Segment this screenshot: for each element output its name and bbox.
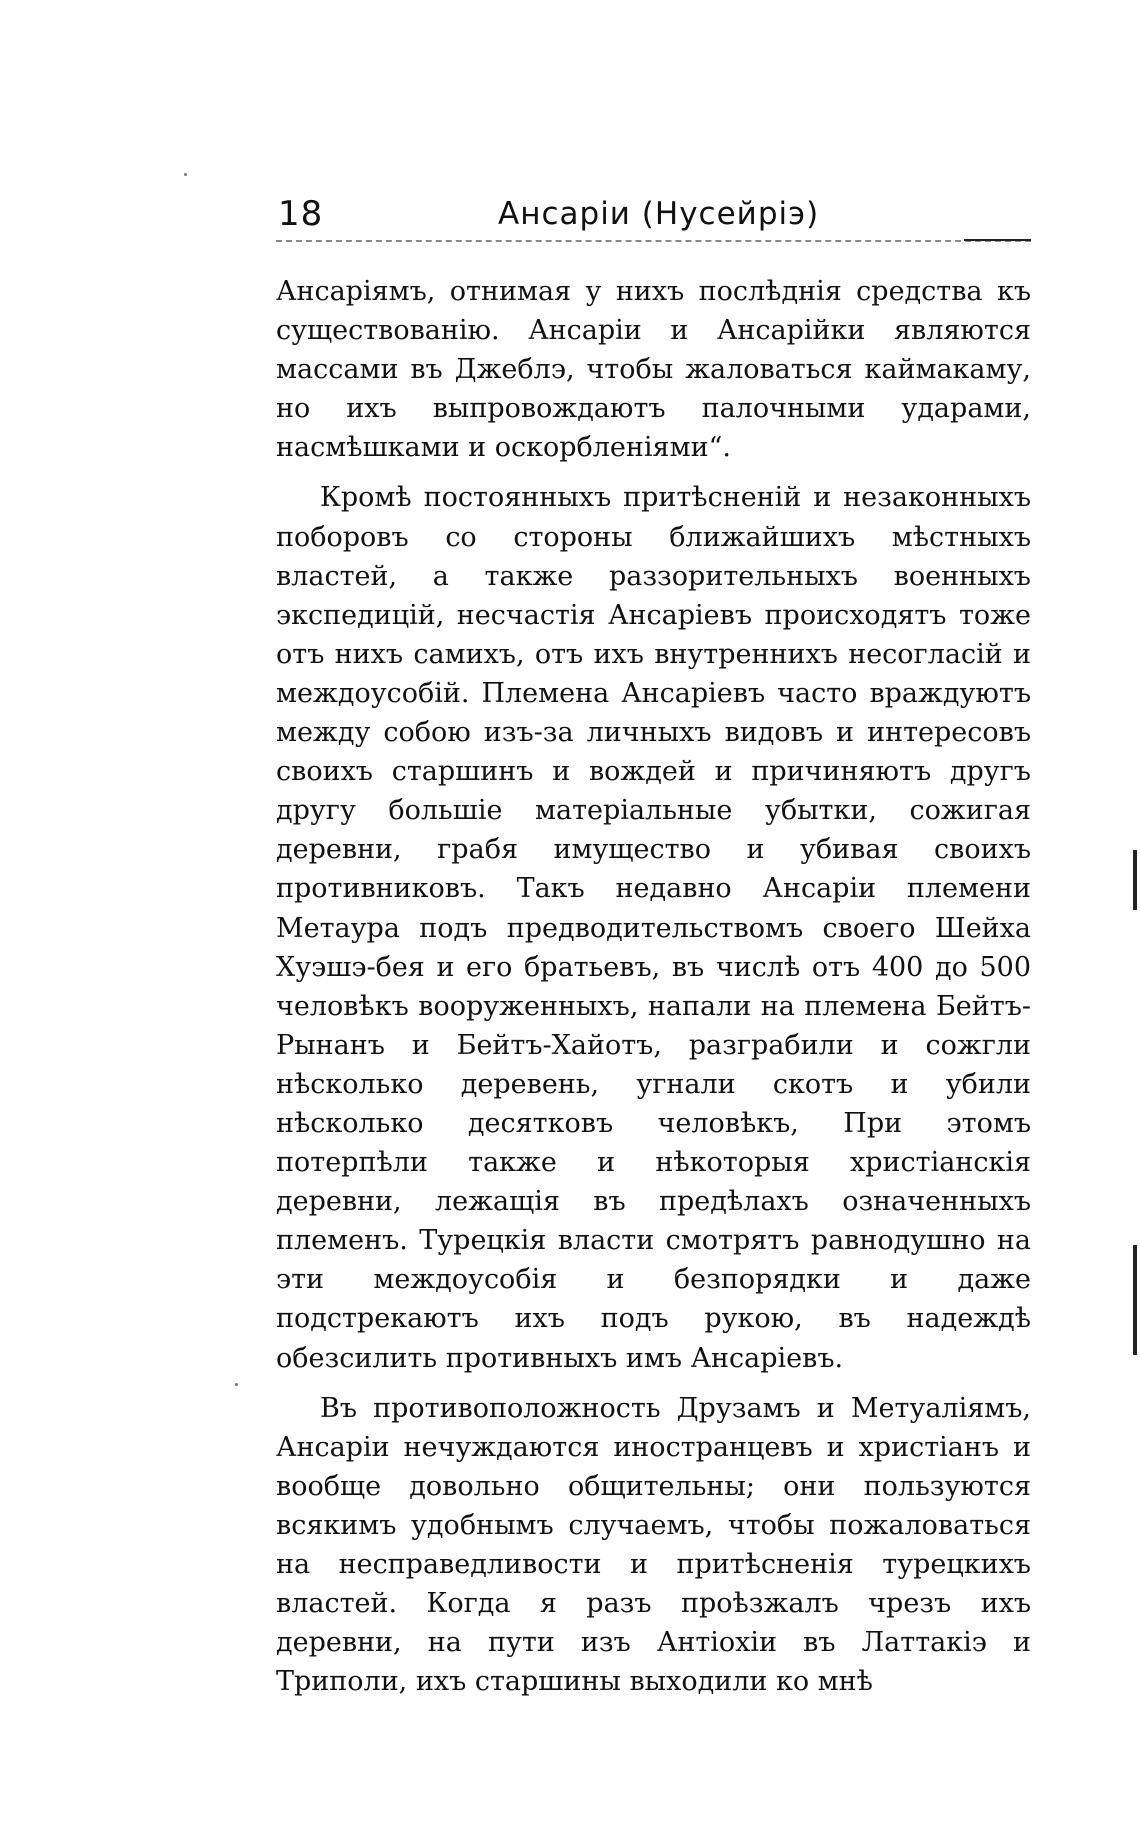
running-head (276, 192, 1031, 244)
running-title: Ансаріи (Нусейріэ) (498, 196, 820, 232)
scan-speck (184, 173, 187, 176)
scan-margin-mark (1133, 1245, 1137, 1355)
header-rule-solid (964, 239, 1031, 241)
header-rule (276, 240, 1031, 242)
page-number: 18 (278, 194, 324, 234)
scan-speck (235, 1383, 238, 1386)
paragraph: Въ противоположность Друзамъ и Метуаліямъ, Ансаріи нечуждаются иностранцевъ и христіанъ и вообще довольно общительны; они пользуются всякимъ удобнымъ случаемъ, чтобы пожаловаться на несправедливости и притѣсненія турецкихъ властей. Когда я разъ проѣзжалъ чрезъ ихъ деревни, на пути изъ Антіохіи въ Латтакіэ и Триполи, ихъ старшины выходили ко мнѣ (276, 1392, 1031, 1698)
body-text (276, 272, 1031, 1701)
paragraph-continuation: Ансаріямъ, отнимая у нихъ послѣднія средства къ существованію. Ансаріи и Ансарійки являются массами въ Джеблэ, чтобы жаловаться каймакаму, но ихъ выпровождаютъ палочными ударами, насмѣшками и оскорбленіями“. (276, 276, 1031, 464)
paragraph: Кромѣ постоянныхъ притѣсненій и незаконныхъ поборовъ со стороны ближайшихъ мѣстныхъ властей, а также раззорительныхъ военныхъ экспедицій, несчастія Ансаріевъ происходятъ тоже отъ нихъ самихъ, отъ ихъ внутреннихъ несогласій и междоусобій. Племена Ансаріевъ часто враждуютъ между собою изъ-за личныхъ видовъ и интересовъ своихъ старшинъ и вождей и причиняютъ другъ другу большіе матеріальные убытки, сожигая деревни, грабя имущество и убивая своихъ противниковъ. Такъ недавно Ансаріи племени Метаура подъ предводительствомъ своего Шейха Хуэшэ-бея и его братьевъ, въ числѣ отъ 400 до 500 человѣкъ вооруженныхъ, напали на племена Бейтъ-Рынанъ и Бейтъ-Хайотъ, разграбили и сожгли нѣсколько деревень, угнали скотъ и убили нѣсколько десятковъ человѣкъ, При этомъ потерпѣли также и нѣкоторыя христіанскія деревни, лежащія въ предѣлахъ означенныхъ племенъ. Турецкія власти смотрятъ равнодушно на эти междоусобія и безпорядки и даже подстрекаютъ ихъ подъ рукою, въ надеждѣ обезсилить противныхъ имъ Ансаріевъ. (276, 482, 1031, 1374)
scan-margin-mark (1133, 850, 1137, 910)
